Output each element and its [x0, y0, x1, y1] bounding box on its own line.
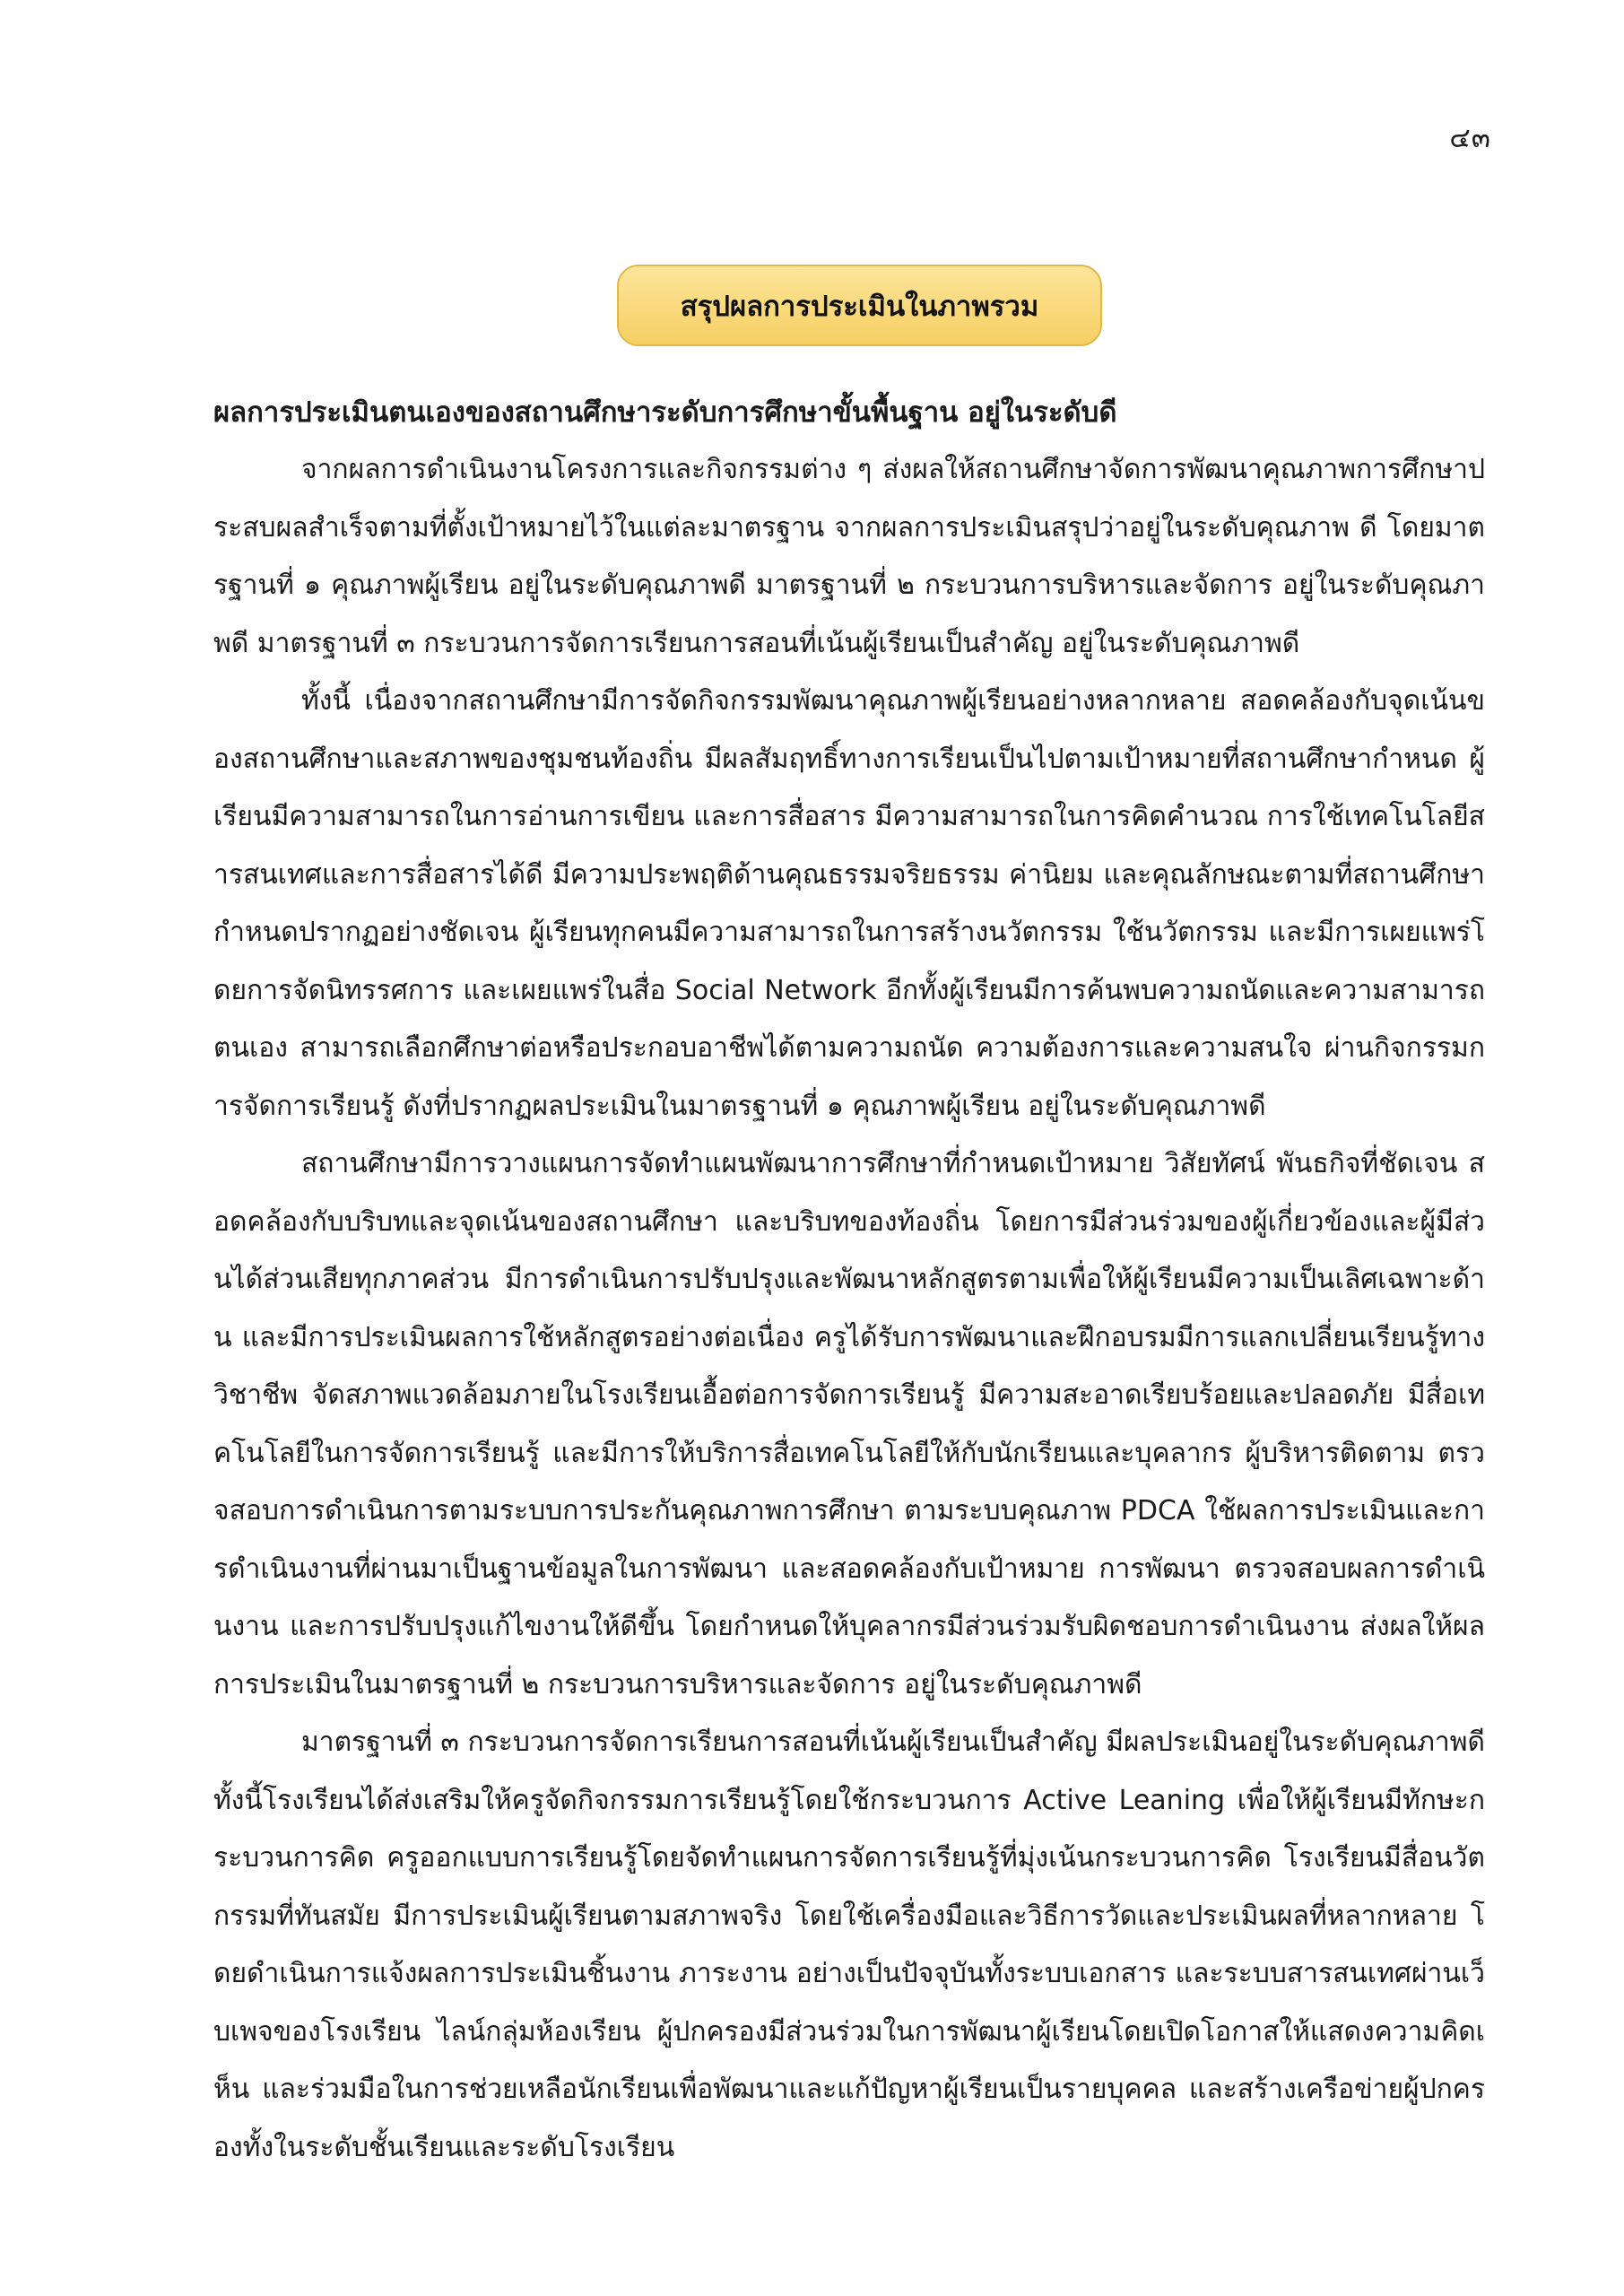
- paragraph-overall-result: จากผลการดำเนินงานโครงการและกิจกรรมต่าง ๆ ส่งผลให้สถานศึกษาจัดการพัฒนาคุณภาพการศึกษาประสบผลสำเร็จตามที่ตั้งเป้าหมายไว้ในแต่ละมาตรฐาน จากผลการประเมินสรุปว่าอยู่ในระดับคุณภาพ ดี โดยมาตรฐานที่ ๑ คุณภาพผู้เรียน อยู่ในระดับคุณภาพดี มาตรฐานที่ ๒ กระบวนการบริหารและจัดการ อยู่ในระดับคุณภาพดี มาตรฐานที่ ๓ กระบวนการจัดการเรียนการสอนที่เน้นผู้เรียนเป็นสำคัญ อยู่ในระดับคุณภาพดี: [213, 454, 1485, 659]
- result-heading: ผลการประเมินตนเองของสถานศึกษาระดับการศึกษาขั้นพื้นฐาน อยู่ในระดับดี: [213, 396, 1117, 429]
- paragraph-standard-1: ทั้งนี้ เนื่องจากสถานศึกษามีการจัดกิจกรรมพัฒนาคุณภาพผู้เรียนอย่างหลากหลาย สอดคล้องกับจุดเน้นของสถานศึกษาและสภาพของชุมชนท้องถิ่น มีผลสัมฤทธิ์ทางการเรียนเป็นไปตามเป้าหมายที่สถานศึกษากำหนด ผู้เรียนมีความสามารถในการอ่านการเขียน และการสื่อสาร มีความสามารถในการคิดคำนวณ การใช้เทคโนโลยีสารสนเทศและการสื่อสารได้ดี มีความประพฤติด้านคุณธรรมจริยธรรม ค่านิยม และคุณลักษณะตามที่สถานศึกษากำหนดปรากฏอย่างชัดเจน ผู้เรียนทุกคนมีความสามารถในการสร้างนวัตกรรม ใช้นวัตกรรม และมีการเผยแพร่โดยการจัดนิทรรศการ และเผยแพร่ในสื่อ Social Network อีกทั้งผู้เรียนมีการค้นพบความถนัดและความสามารถตนเอง สามารถเลือกศึกษาต่อหรือประกอบอาชีพได้ตามความถนัด ความต้องการและความสนใจ ผ่านกิจกรรมการจัดการเรียนรู้ ดังที่ปรากฏผลประเมินในมาตรฐานที่ ๑ คุณภาพผู้เรียน อยู่ในระดับคุณภาพดี: [213, 685, 1485, 1122]
- paragraph-standard-2: สถานศึกษามีการวางแผนการจัดทำแผนพัฒนาการศึกษาที่กำหนดเป้าหมาย วิสัยทัศน์ พันธกิจที่ชัดเจน สอดคล้องกับบริบทและจุดเน้นของสถานศึกษา และบริบทของท้องถิ่น โดยการมีส่วนร่วมของผู้เกี่ยวข้องและผู้มีส่วนได้ส่วนเสียทุกภาคส่วน มีการดำเนินการปรับปรุงและพัฒนาหลักสูตรตามเพื่อให้ผู้เรียนมีความเป็นเลิศเฉพาะด้าน และมีการประเมินผลการใช้หลักสูตรอย่างต่อเนื่อง ครูได้รับการพัฒนาและฝึกอบรมมีการแลกเปลี่ยนเรียนรู้ทางวิชาชีพ จัดสภาพแวดล้อมภายในโรงเรียนเอื้อต่อการจัดการเรียนรู้ มีความสะอาดเรียบร้อยและปลอดภัย มีสื่อเทคโนโลยีในการจัดการเรียนรู้ และมีการให้บริการสื่อเทคโนโลยีให้กับนักเรียนและบุคลากร ผู้บริหารติดตาม ตรวจสอบการดำเนินการตามระบบการประกันคุณภาพการศึกษา ตามระบบคุณภาพ PDCA ใช้ผลการประเมินและการดำเนินงานที่ผ่านมาเป็นฐานข้อมูลในการพัฒนา และสอดคล้องกับเป้าหมาย การพัฒนา ตรวจสอบผลการดำเนินงาน และการปรับปรุงแก้ไขงานให้ดีขึ้น โดยกำหนดให้บุคลากรมีส่วนร่วมรับผิดชอบการดำเนินงาน ส่งผลให้ผลการประเมินในมาตรฐานที่ ๒ กระบวนการบริหารและจัดการ อยู่ในระดับคุณภาพดี: [213, 1148, 1485, 1700]
- document-body: [213, 384, 1485, 2177]
- section-title: สรุปผลการประเมินในภาพรวม: [680, 290, 1039, 323]
- section-title-box: [617, 265, 1102, 346]
- paragraph-standard-3: มาตรฐานที่ ๓ กระบวนการจัดการเรียนการสอนที่เน้นผู้เรียนเป็นสำคัญ มีผลประเมินอยู่ในระดับคุณภาพดี ทั้งนี้โรงเรียนได้ส่งเสริมให้ครูจัดกิจกรรมการเรียนรู้โดยใช้กระบวนการ Active Leaning เพื่อให้ผู้เรียนมีทักษะกระบวนการคิด ครูออกแบบการเรียนรู้โดยจัดทำแผนการจัดการเรียนรู้ที่มุ่งเน้นกระบวนการคิด โรงเรียนมีสื่อนวัตกรรมที่ทันสมัย มีการประเมินผู้เรียนตามสภาพจริง โดยใช้เครื่องมือและวิธีการวัดและประเมินผลที่หลากหลาย โดยดำเนินการแจ้งผลการประเมินชิ้นงาน ภาระงาน อย่างเป็นปัจจุบันทั้งระบบเอกสาร และระบบสารสนเทศผ่านเว็บเพจของโรงเรียน ไลน์กลุ่มห้องเรียน ผู้ปกครองมีส่วนร่วมในการพัฒนาผู้เรียนโดยเปิดโอกาสให้แสดงความคิดเห็น และร่วมมือในการช่วยเหลือนักเรียนเพื่อพัฒนาและแก้ปัญหาผู้เรียนเป็นรายบุคคล และสร้างเครือข่ายผู้ปกครองทั้งในระดับชั้นเรียนและระดับโรงเรียน: [213, 1726, 1486, 2163]
- page-number: ๔๓: [1449, 122, 1491, 154]
